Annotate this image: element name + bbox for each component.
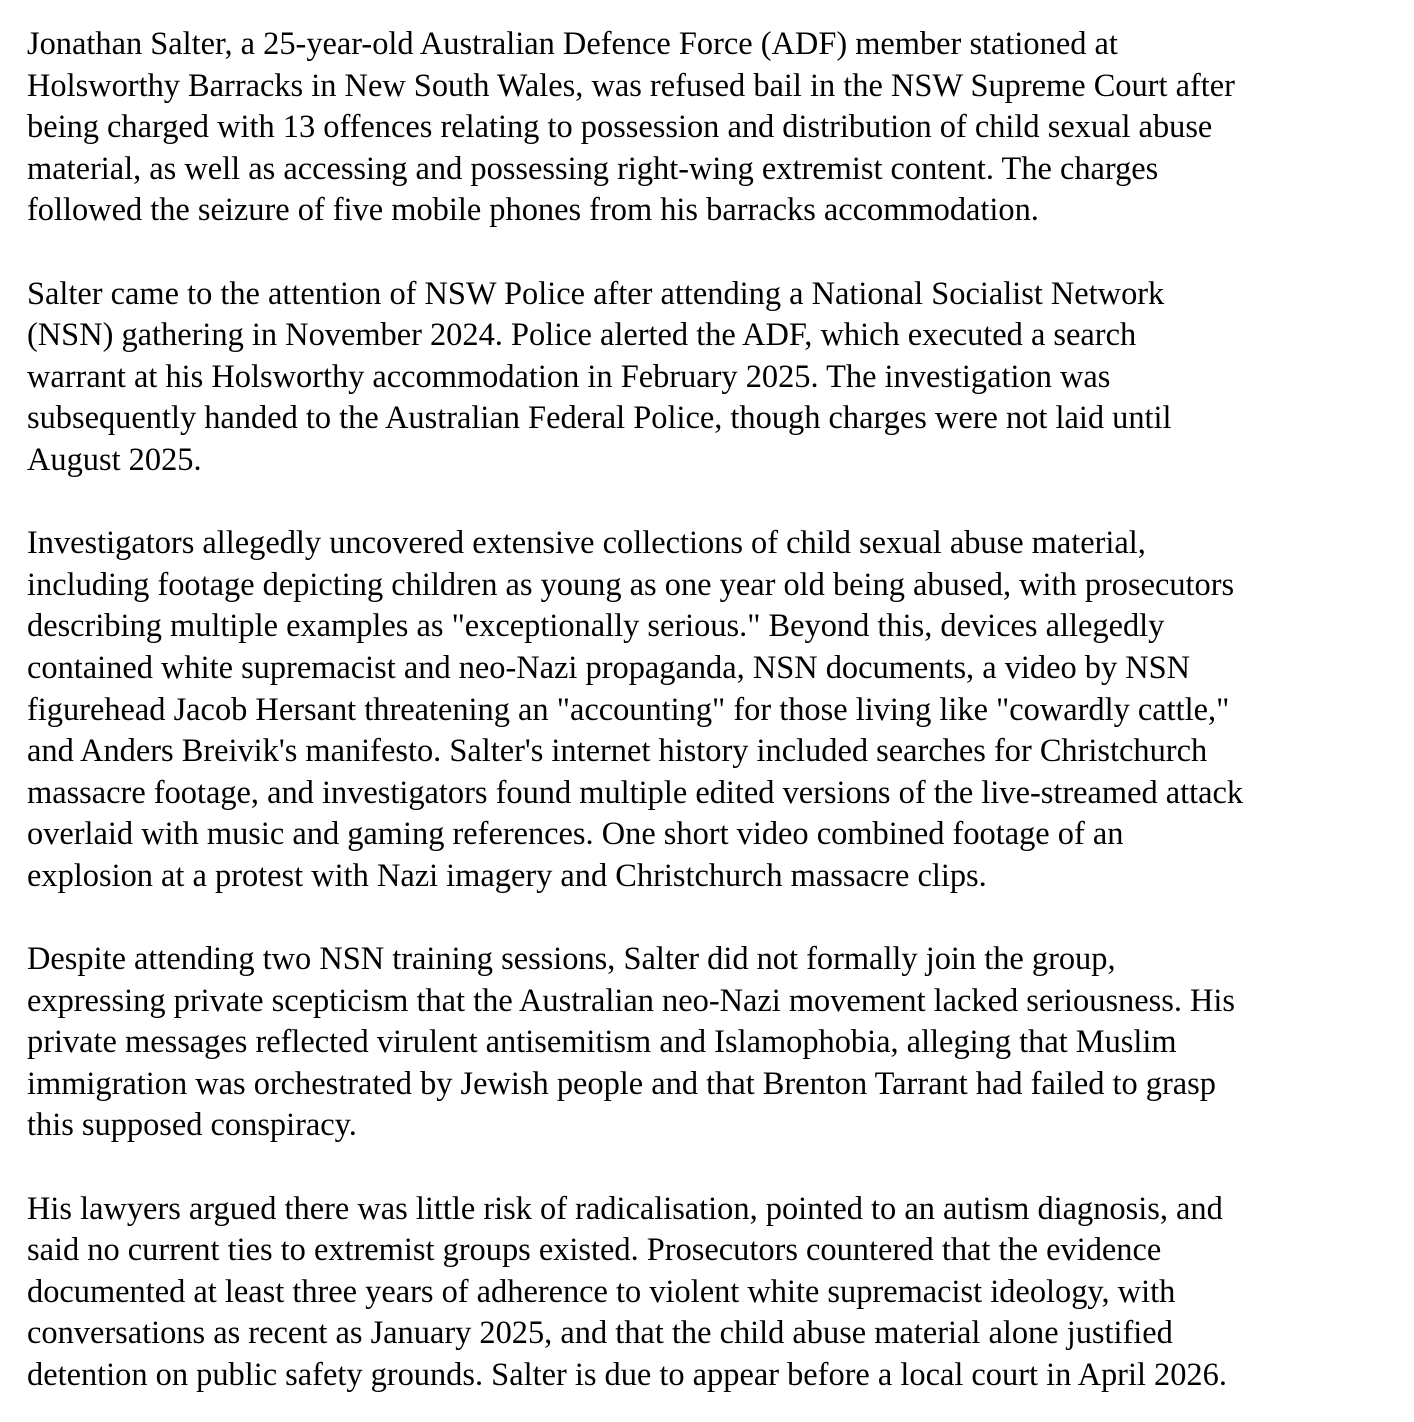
text-line: August 2025. bbox=[27, 441, 202, 478]
text-line: including footage depicting children as young as one year old being abused, with prosecutors bbox=[27, 566, 1235, 603]
text-line: documented at least three years of adherence to violent white supremacist ideology, with bbox=[27, 1273, 1176, 1310]
text-line: Investigators allegedly uncovered extensive collections of child sexual abuse material, bbox=[27, 525, 1146, 562]
paragraph-4 bbox=[27, 939, 1397, 1147]
text-line: Jonathan Salter, a 25-year-old Australian Defence Force (ADF) member stationed at bbox=[27, 26, 1118, 62]
text-line: contained white supremacist and neo-Nazi propaganda, NSN documents, a video by NSN bbox=[27, 649, 1191, 686]
text-line: massacre footage, and investigators found multiple edited versions of the live-streamed attack bbox=[27, 774, 1244, 811]
text-line: subsequently handed to the Australian Federal Police, though charges were not laid until bbox=[27, 400, 1172, 437]
text-line: His lawyers argued there was little risk of radicalisation, pointed to an autism diagnosis, and bbox=[27, 1190, 1223, 1227]
text-line: (NSN) gathering in November 2024. Police alerted the ADF, which executed a search bbox=[27, 317, 1137, 354]
document-body bbox=[27, 24, 1397, 1397]
paragraph-2 bbox=[27, 274, 1397, 482]
text-line: material, as well as accessing and possessing right-wing extremist content. The charges bbox=[27, 150, 1159, 187]
text-line: said no current ties to extremist groups existed. Prosecutors countered that the evidence bbox=[27, 1232, 1162, 1269]
text-line: Despite attending two NSN training sessions, Salter did not formally join the group, bbox=[27, 941, 1116, 978]
text-line: describing multiple examples as "exceptionally serious." Beyond this, devices allegedly bbox=[27, 608, 1165, 645]
text-line: warrant at his Holsworthy accommodation in February 2025. The investigation was bbox=[27, 358, 1111, 395]
text-line: private messages reflected virulent antisemitism and Islamophobia, alleging that Muslim bbox=[27, 1024, 1177, 1061]
text-line: expressing private scepticism that the Australian neo-Nazi movement lacked seriousness. His bbox=[27, 982, 1236, 1019]
text-line: figurehead Jacob Hersant threatening an "accounting" for those living like "cowardly cattle," bbox=[27, 691, 1230, 728]
paragraph-3 bbox=[27, 523, 1397, 897]
text-line: followed the seizure of five mobile phones from his barracks accommodation. bbox=[27, 192, 1039, 229]
text-line: Salter came to the attention of NSW Police after attending a National Socialist Network bbox=[27, 275, 1165, 312]
text-line: explosion at a protest with Nazi imagery and Christchurch massacre clips. bbox=[27, 857, 987, 894]
text-line: this supposed conspiracy. bbox=[27, 1107, 357, 1144]
paragraph-1 bbox=[27, 24, 1397, 232]
paragraph-5 bbox=[27, 1189, 1397, 1397]
text-line: being charged with 13 offences relating to possession and distribution of child sexual abuse bbox=[27, 109, 1213, 146]
text-line: Holsworthy Barracks in New South Wales, was refused bail in the NSW Supreme Court after bbox=[27, 67, 1235, 104]
text-line: conversations as recent as January 2025, and that the child abuse material alone justified bbox=[27, 1315, 1173, 1352]
text-line: overlaid with music and gaming references. One short video combined footage of an bbox=[27, 816, 1124, 853]
text-line: immigration was orchestrated by Jewish people and that Brenton Tarrant had failed to grasp bbox=[27, 1065, 1216, 1102]
text-line: detention on public safety grounds. Salter is due to appear before a local court in April 2026. bbox=[27, 1357, 1227, 1393]
text-line: and Anders Breivik's manifesto. Salter's internet history included searches for Christchurch bbox=[27, 733, 1208, 770]
